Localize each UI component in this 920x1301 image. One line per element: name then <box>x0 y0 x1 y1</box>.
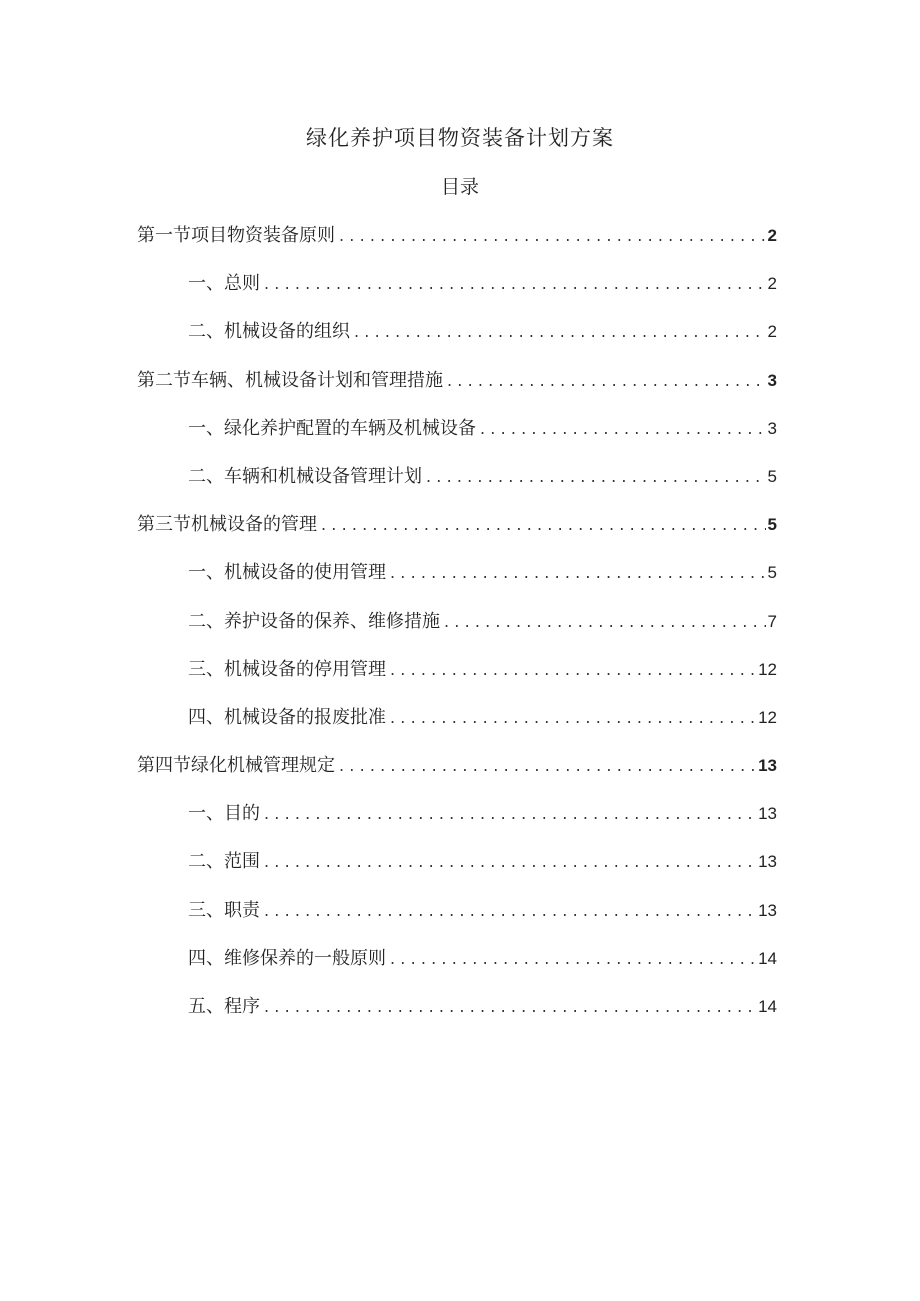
toc-dot-leader <box>264 895 756 927</box>
toc-entry-label: 二、养护设备的保养、维修措施 <box>188 610 440 632</box>
toc-dot-leader <box>390 943 756 975</box>
table-of-contents <box>137 220 777 1039</box>
toc-page-number: 13 <box>758 852 777 872</box>
toc-dot-leader <box>390 702 756 734</box>
toc-entry-label: 第一节项目物资装备原则 <box>137 225 335 246</box>
toc-entry-label: 二、机械设备的组织 <box>188 321 350 343</box>
toc-page-number: 13 <box>758 900 777 920</box>
toc-entry-2-2[interactable] <box>137 461 777 509</box>
toc-entry-2-1[interactable] <box>137 413 777 461</box>
toc-entry-label: 三、职责 <box>188 899 260 921</box>
toc-entry-label: 第三节机械设备的管理 <box>137 514 317 536</box>
toc-entry-label: 四、机械设备的报废批准 <box>188 706 386 728</box>
toc-entry-4-2[interactable] <box>137 846 777 894</box>
toc-page-number: 3 <box>767 418 777 438</box>
toc-page-number: 13 <box>758 804 777 824</box>
toc-page-number: 2 <box>767 322 777 342</box>
toc-dot-leader <box>264 846 756 878</box>
toc-entry-section-3[interactable] <box>137 509 777 557</box>
toc-dot-leader <box>339 750 756 782</box>
toc-page-number: 7 <box>767 611 777 631</box>
toc-dot-leader <box>480 413 766 445</box>
toc-entry-label: 一、绿化养护配置的车辆及机械设备 <box>188 417 476 439</box>
toc-entry-label: 五、程序 <box>188 996 260 1017</box>
toc-page-number: 14 <box>758 997 777 1016</box>
toc-entry-label: 一、总则 <box>188 273 260 295</box>
toc-entry-4-1[interactable] <box>137 798 777 846</box>
toc-dot-leader <box>339 220 766 252</box>
toc-dot-leader <box>444 606 766 638</box>
toc-entry-4-3[interactable] <box>137 895 777 943</box>
toc-entry-section-2[interactable] <box>137 365 777 413</box>
toc-dot-leader <box>264 268 766 300</box>
toc-dot-leader <box>264 991 756 1023</box>
toc-page-number: 2 <box>767 226 777 245</box>
toc-page-number: 5 <box>767 466 777 486</box>
toc-entry-3-4[interactable] <box>137 702 777 750</box>
toc-entry-3-3[interactable] <box>137 654 777 702</box>
toc-page-number: 3 <box>767 370 777 390</box>
document-title: 绿化养护项目物资装备计划方案 <box>306 126 614 150</box>
toc-entry-label: 三、机械设备的停用管理 <box>188 658 386 680</box>
toc-entry-section-4[interactable] <box>137 750 777 798</box>
toc-entry-4-5[interactable] <box>137 991 777 1039</box>
toc-entry-label: 四、维修保养的一般原则 <box>188 947 386 969</box>
toc-entry-3-2[interactable] <box>137 606 777 654</box>
toc-entry-3-1[interactable] <box>137 557 777 605</box>
toc-page-number: 5 <box>767 563 777 583</box>
toc-dot-leader <box>390 557 766 589</box>
toc-dot-leader <box>390 654 756 686</box>
toc-entry-1-1[interactable] <box>137 268 777 316</box>
toc-page-number: 14 <box>758 948 777 968</box>
toc-page-number: 12 <box>758 659 777 679</box>
toc-dot-leader <box>447 365 766 397</box>
toc-entry-label: 第四节绿化机械管理规定 <box>137 755 335 777</box>
toc-entry-label: 二、范围 <box>188 851 260 873</box>
toc-entry-label: 第二节车辆、机械设备计划和管理措施 <box>137 369 443 391</box>
toc-page-number: 12 <box>758 707 777 727</box>
toc-dot-leader <box>426 461 766 493</box>
toc-page-number: 5 <box>767 515 777 535</box>
toc-dot-leader <box>264 798 756 830</box>
toc-page-number: 13 <box>758 756 777 776</box>
toc-entry-4-4[interactable] <box>137 943 777 991</box>
toc-entry-label: 一、机械设备的使用管理 <box>188 562 386 584</box>
toc-dot-leader <box>354 316 766 348</box>
toc-entry-label: 一、目的 <box>188 803 260 825</box>
toc-entry-label: 二、车辆和机械设备管理计划 <box>188 465 422 487</box>
toc-entry-section-1[interactable] <box>137 220 777 268</box>
toc-dot-leader <box>321 509 766 541</box>
toc-entry-1-2[interactable] <box>137 316 777 364</box>
toc-heading: 目录 <box>440 176 479 198</box>
toc-page-number: 2 <box>767 274 777 294</box>
